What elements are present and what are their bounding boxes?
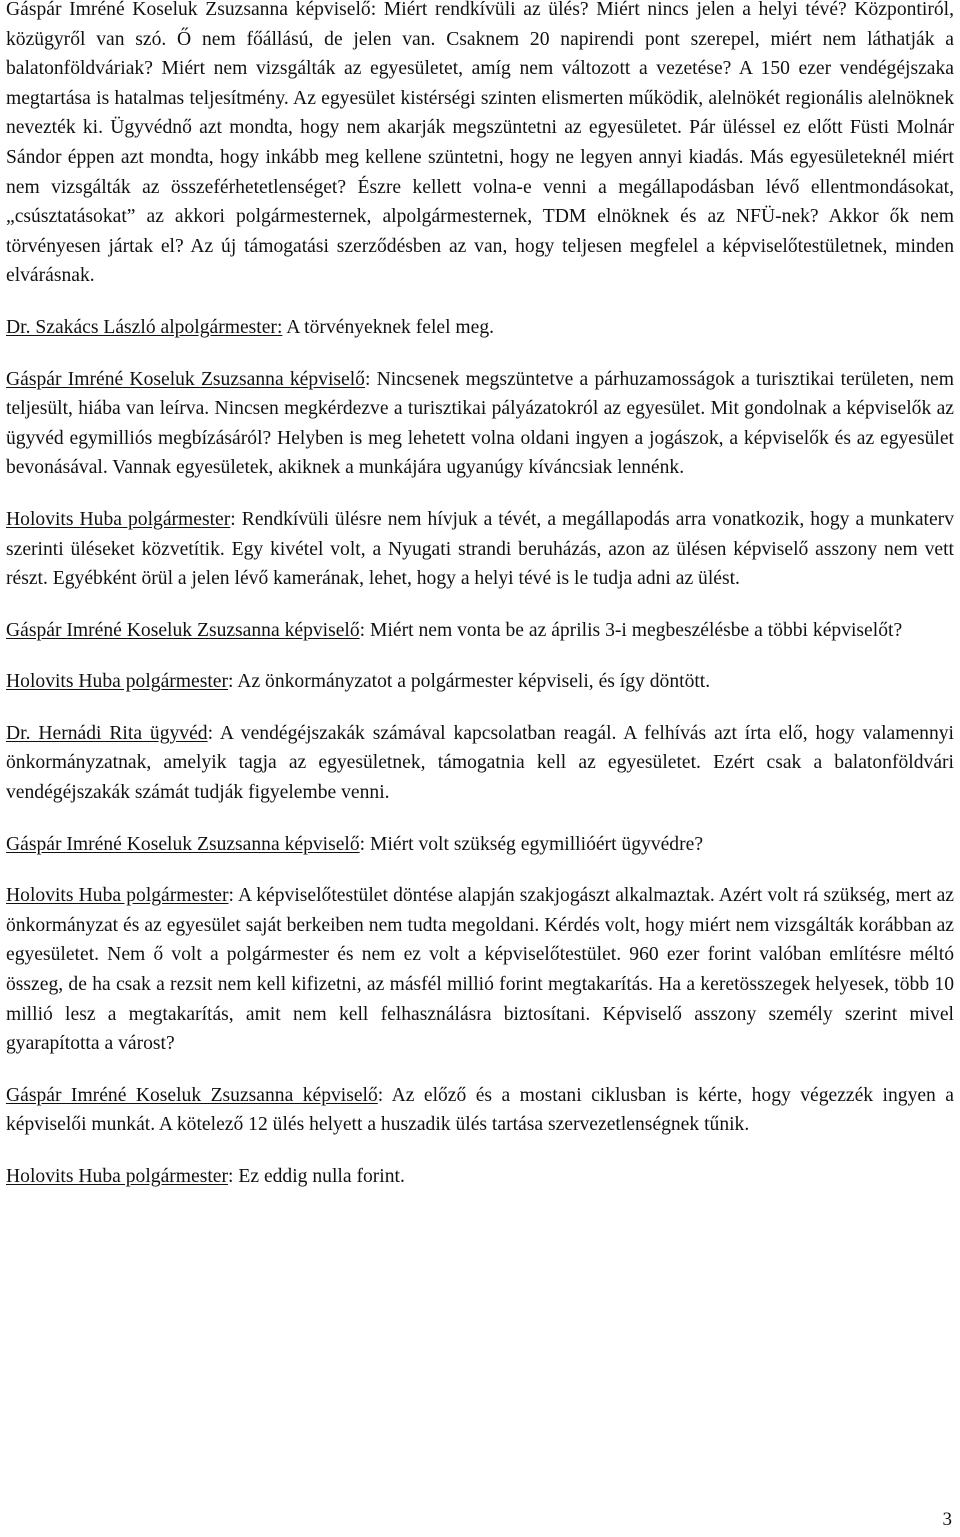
paragraph-text: Miért volt szükség egymillióért ügyvédre?: [370, 833, 704, 855]
paragraph-10: [6, 1081, 954, 1140]
paragraph-text: A képviselőtestület döntése alapján szakjogászt alkalmaztak. Azért volt rá szükség, mert az önkormányzat és az egyesület saját berkeiben nem tudta megoldani. Kérdés volt, hogy miért nem vizsgálták korábban az egyesületet. Nem ő volt a polgármester és nem ez volt a képviselőtestület. 960 ezer forint valóban említésre méltó összeg, de ha csak a rezsit nem kell kifizetni, az másfél millió forint megtakarítás. Ha a keretösszegek helyesek, több 10 millió lesz a megtakarítás, amit nem kell felhasználásra biztosítani. Képviselő asszony személy szerint mivel gyarapította a várost?: [6, 885, 954, 1055]
speaker-name: Gáspár Imréné Koseluk Zsuzsanna képviselő: [6, 1084, 378, 1106]
paragraph-text: A törvényeknek felel meg.: [286, 316, 495, 338]
paragraph-text: Gáspár Imréné Koseluk Zsuzsanna képviselő: Miért rendkívüli az ülés? Miért nincs jelen a helyi tévé? Központiról, közügyről van szó. Ő nem főállású, de jelen van. Csaknem 20 napirendi pont szerepel, miért nem láthatják a balatonföldváriak? Miért nem vizsgálták az egyesületet, amíg nem változott a vezetése? A 150 ezer vendégéjszaka megtartása is hatalmas teljesítmény. Az egyesület kistérségi szinten elismerten működik, alelnökét regionális alelnöknek nevezték ki. Ügyvédnő azt mondta, hogy nem akarják megszüntetni az egyesületet. Pár üléssel ez előtt Füsti Molnár Sándor éppen azt mondta, hogy inkább meg kellene szüntetni, hogy ne legyen annyi kiadás. Más egyesületeknél miért nem vizsgálták az összeférhetetlenséget? Észre kellett volna-e venni a megállapodásban lévő ellentmondásokat, „csúsztatásokat” az akkori polgármesternek, alpolgármesternek, TDM elnöknek és az NFÜ-nek? Akkor ők nem törvényesen jártak el? Az új támogatási szerződésben az van, hogy teljesen megfelel a képviselőtestületnek, minden elvárásnak.: [6, 0, 954, 287]
paragraph-6: [6, 667, 954, 697]
paragraph-text: A vendégéjszakák számával kapcsolatban reagál. A felhívás azt írta elő, hogy valamennyi önkormányzatnak, amelyik tagja az egyesületnek, támogatnia kell az egyesületet. Ezért csak a balatonföldvári vendégéjszakák számát tudják figyelembe venni.: [6, 722, 954, 804]
speaker-name: Gáspár Imréné Koseluk Zsuzsanna képviselő: [6, 619, 360, 641]
paragraph-text: Az előző és a mostani ciklusban is kérte, hogy végezzék ingyen a képviselői munkát. A kötelező 12 ülés helyett a huszadik ülés tartása szervezetlenségnek tűnik.: [6, 1084, 954, 1136]
speaker-separator: :: [364, 368, 377, 390]
paragraph-4: [6, 505, 954, 594]
speaker-separator: :: [228, 1166, 239, 1187]
speaker-name: Holovits Huba polgármester: [6, 885, 229, 907]
paragraph-7: [6, 719, 954, 808]
speaker-name: Holovits Huba polgármester: [6, 1166, 229, 1187]
paragraph-text: Az önkormányzatot a polgármester képviseli, és így döntött.: [237, 671, 711, 693]
speaker-name: Holovits Huba polgármester: [6, 508, 231, 530]
paragraph-9: [6, 881, 954, 1059]
paragraph-2: [6, 313, 954, 343]
speaker-separator: :: [230, 508, 242, 530]
speaker-name: Dr. Hernádi Rita ügyvéd: [6, 722, 208, 744]
speaker-separator: :: [377, 1084, 392, 1106]
speaker-name: Dr. Szakács László alpolgármester:: [6, 316, 283, 338]
paragraph-text: Miért nem vonta be az április 3-i megbeszélésbe a többi képviselőt?: [370, 619, 903, 641]
paragraph-11: [6, 1162, 954, 1192]
speaker-name: Gáspár Imréné Koseluk Zsuzsanna képviselő: [6, 368, 365, 390]
paragraph-text: Nincsenek megszüntetve a párhuzamosságok a turisztikai területen, nem teljesült, hiába van leírva. Nincsen megkérdezve a turisztikai pályázatokról az egyesület. Mit gondolnak a képviselők az ügyvéd egymilliós megbízásáról? Helyben is meg lehetett volna oldani ingyen a jogászok, a képviselők és az egyesület bevonásával. Vannak egyesületek, akiknek a munkájára ugyanúgy kíváncsiak lennénk.: [6, 368, 954, 479]
paragraph-text: Ez eddig nulla forint.: [238, 1166, 405, 1187]
paragraph-3: [6, 365, 954, 483]
paragraph-8: [6, 830, 954, 860]
paragraph-text: Rendkívüli ülésre nem hívjuk a tévét, a megállapodás arra vonatkozik, hogy a munkaterv szerinti üléseket közvetítik. Egy kivétel volt, a Nyugati strandi beruházás, azon az ülésen képviselő asszony nem vett részt. Egyébként örül a jelen lévő kamerának, lehet, hogy a helyi tévé is le tudja adni az ülést.: [6, 508, 954, 590]
speaker-name: Gáspár Imréné Koseluk Zsuzsanna képviselő: [6, 833, 360, 855]
speaker-separator: :: [228, 671, 238, 693]
speaker-separator: :: [359, 833, 371, 855]
paragraph-1: [6, 0, 954, 291]
speaker-separator: :: [207, 722, 220, 744]
speaker-name: Holovits Huba polgármester: [6, 671, 229, 693]
speaker-separator: :: [228, 885, 239, 907]
paragraph-5: [6, 616, 954, 646]
speaker-separator: :: [359, 619, 371, 641]
document-page: [6, 0, 954, 1214]
page-number: 3: [942, 1509, 952, 1530]
